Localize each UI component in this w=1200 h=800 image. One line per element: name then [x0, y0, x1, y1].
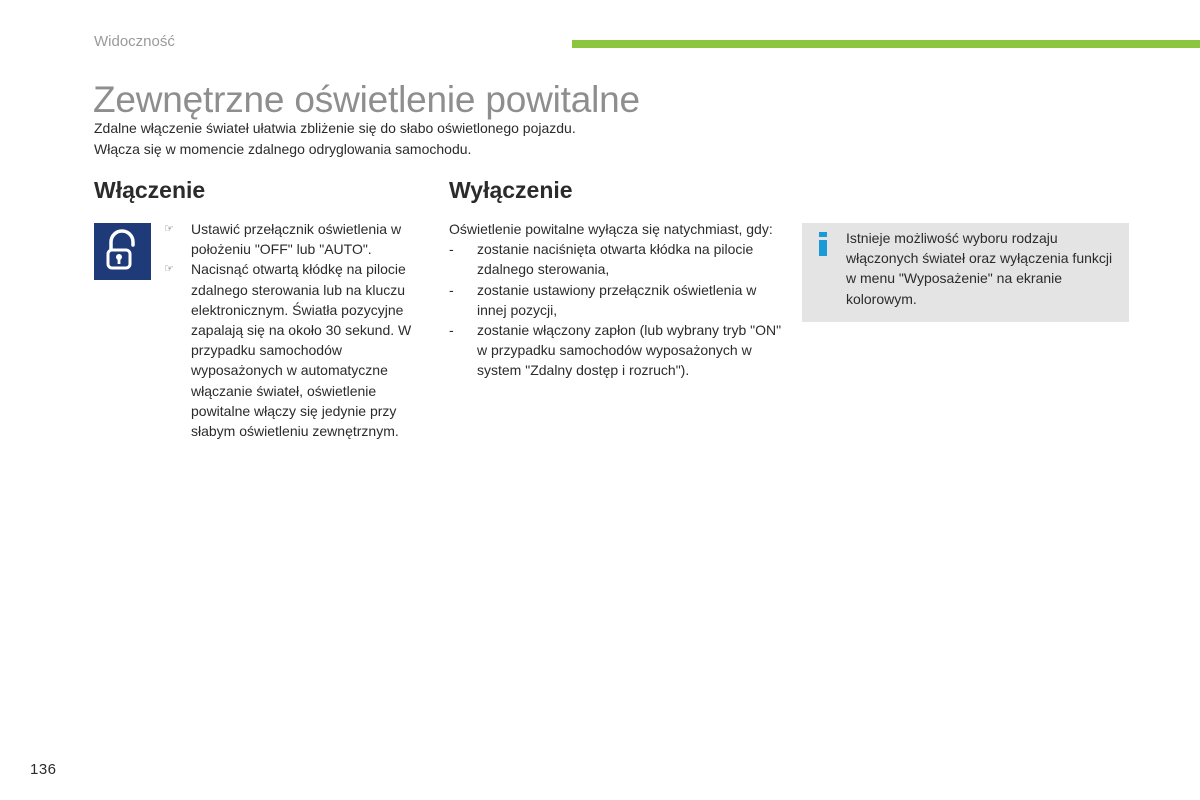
dash-marker: -: [449, 322, 454, 339]
list-item: [164, 219, 424, 259]
switch-off-block: [449, 219, 789, 381]
pointing-hand-icon: ☞: [164, 263, 174, 276]
page-number: 136: [30, 761, 57, 778]
intro-line: Zdalne włączenie świateł ułatwia zbliżenie się do słabo oświetlonego pojazdu.: [94, 120, 576, 136]
step-text: Ustawić przełącznik oświetlenia w położeniu "OFF" lub "AUTO".: [191, 221, 402, 258]
switch-off-conditions: [449, 239, 789, 380]
step-text: Nacisnąć otwartą kłódkę na pilocie zdalnego sterowania lub na kluczu elektronicznym. Światła pozycyjne zapalają się na około 30 sekund. W przypadku samochodów wyposażonych w automatyczne włączanie świateł, oświetlenie powitalne włączy się jedynie przy słabym oświetleniu zewnętrznym.: [191, 261, 412, 440]
dash-marker: -: [449, 241, 454, 258]
switch-on-heading: Włączenie: [94, 177, 206, 203]
page-title: Zewnętrzne oświetlenie powitalne: [93, 79, 640, 120]
condition-text: zostanie ustawiony przełącznik oświetlenia w innej pozycji,: [477, 281, 757, 318]
info-icon: [816, 232, 830, 261]
list-item: [449, 280, 789, 320]
condition-text: zostanie włączony zapłon (lub wybrany tryb "ON" w przypadku samochodów wyposażonych w system "Zdalny dostęp i rozruch").: [477, 322, 782, 379]
list-item: [449, 320, 789, 381]
intro: [94, 118, 576, 159]
condition-text: zostanie naciśnięta otwarta kłódka na pilocie zdalnego sterowania,: [477, 241, 754, 278]
section-label: Widoczność: [94, 33, 175, 50]
list-item: [164, 259, 424, 441]
intro-line: Włącza się w momencie zdalnego odryglowania samochodu.: [94, 140, 472, 157]
switch-off-intro: Oświetlenie powitalne wyłącza się natychmiast, gdy:: [449, 221, 773, 237]
accent-bar: [572, 40, 1200, 48]
info-text: Istnieje możliwość wyboru rodzaju włączonych świateł oraz wyłączenia funkcji w menu "Wyposażenie" na ekranie kolorowym.: [846, 230, 1113, 307]
switch-off-heading: Wyłączenie: [449, 177, 573, 203]
dash-marker: -: [449, 281, 454, 298]
unlocked-padlock-icon: [94, 223, 151, 280]
list-item: [449, 239, 789, 279]
pointing-hand-icon: ☞: [164, 223, 174, 235]
info-box: [802, 223, 1129, 322]
switch-on-steps: [164, 219, 424, 441]
